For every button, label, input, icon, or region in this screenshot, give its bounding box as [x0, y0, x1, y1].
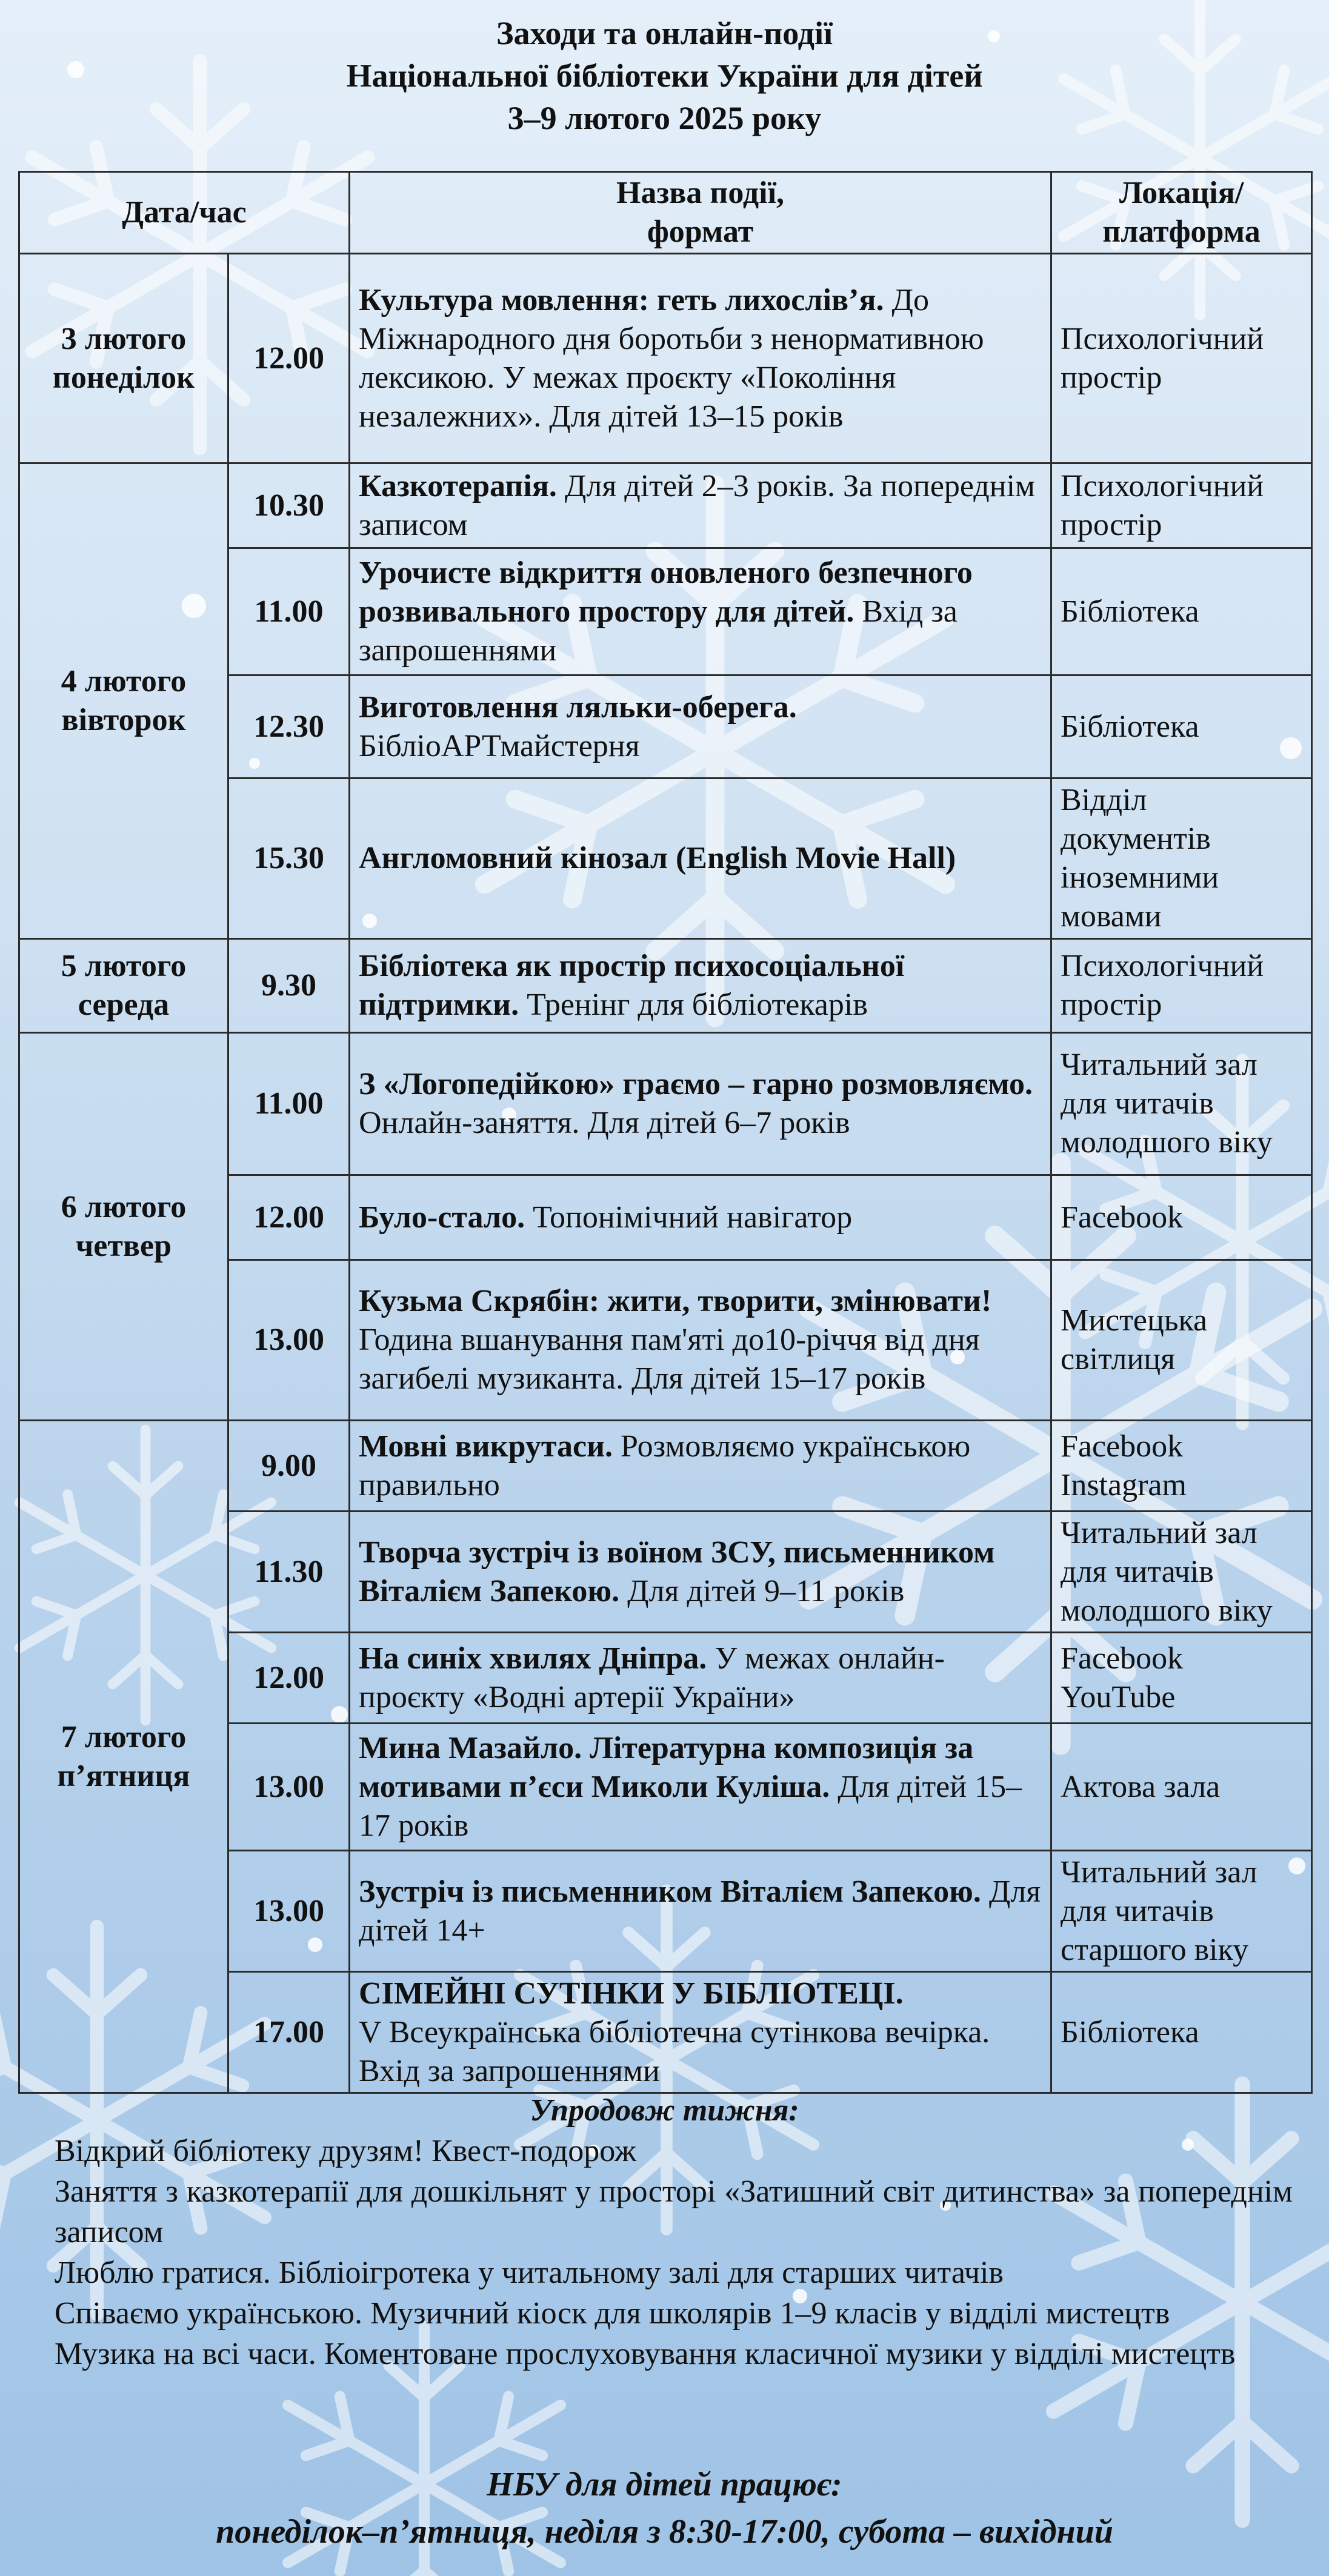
location-cell: Психологічний простір — [1051, 939, 1312, 1033]
table-row — [19, 1033, 1312, 1175]
location-cell: Бібліотека — [1051, 1972, 1312, 2093]
location-cell: Читальний зал для читачів старшого віку — [1051, 1851, 1312, 1972]
location-cell: Бібліотека — [1051, 676, 1312, 778]
title-line-3: 3–9 лютого 2025 року — [507, 100, 822, 136]
table-row — [19, 1421, 1312, 1512]
weekly-activities — [0, 2090, 1329, 2374]
day-cell: 7 лютого п’ятниця — [19, 1421, 228, 2093]
title-line-1: Заходи та онлайн-події — [496, 15, 833, 51]
location-cell: Facebook — [1051, 1175, 1312, 1260]
day-cell: 3 лютого понеділок — [19, 254, 228, 463]
weekly-item: Заняття з казкотерапії для дошкільнят у просторі «Затишний світ дитинства» за попереднім записом — [55, 2174, 1293, 2249]
event-cell: Культура мовлення: геть лихослів’я. До Міжнародного дня боротьби з ненормативною лексикою. У межах проєкту «Покоління незалежних». Для дітей 13–15 років — [350, 254, 1051, 463]
header-location: Локація/ платформа — [1051, 172, 1312, 254]
day-cell: 5 лютого середа — [19, 939, 228, 1033]
weekly-item: Музика на всі часи. Коментоване прослуховування класичної музики у відділі мистецтв — [55, 2337, 1236, 2371]
time-cell: 11.00 — [228, 1033, 350, 1175]
header-event: Назва події, формат — [350, 172, 1051, 254]
location-cell: Актова зала — [1051, 1724, 1312, 1851]
time-cell: 15.30 — [228, 778, 350, 939]
time-cell: 9.00 — [228, 1421, 350, 1512]
event-cell: З «Логопедійкою» граємо – гарно розмовляємо. Онлайн-заняття. Для дітей 6–7 років — [350, 1033, 1051, 1175]
table-header-row — [19, 172, 1312, 254]
weekly-title: Упродовж тижня: — [530, 2093, 799, 2128]
time-cell: 12.00 — [228, 1633, 350, 1724]
time-cell: 9.30 — [228, 939, 350, 1033]
time-cell: 11.30 — [228, 1512, 350, 1633]
table-row — [19, 254, 1312, 463]
day-cell: 4 лютого вівторок — [19, 463, 228, 939]
event-cell: СІМЕЙНІ СУТІНКИ У БІБЛІОТЕЦІ. V Всеукраїнська бібліотечна сутінкова вечірка. Вхід за запрошеннями — [350, 1972, 1051, 2093]
time-cell: 17.00 — [228, 1972, 350, 2093]
time-cell: 12.30 — [228, 676, 350, 778]
location-cell: Психологічний простір — [1051, 463, 1312, 548]
title-line-2: Національної бібліотеки України для дітей — [346, 58, 983, 94]
event-cell: Казкотерапія. Для дітей 2–3 років. За попереднім записом — [350, 463, 1051, 548]
location-cell: Відділ документів іноземними мовами — [1051, 778, 1312, 939]
table-row — [19, 463, 1312, 548]
event-cell: Творча зустріч із воїном ЗСУ, письменником Віталієм Запекою. Для дітей 9–11 років — [350, 1512, 1051, 1633]
opening-hours-schedule: понеділок–п’ятниця, неділя з 8:30-17:00, субота – вихідний — [216, 2513, 1113, 2551]
time-cell: 13.00 — [228, 1260, 350, 1421]
weekly-item: Відкрий бібліотеку друзям! Квест-подорож — [55, 2134, 636, 2168]
time-cell: 13.00 — [228, 1724, 350, 1851]
event-cell: Було-стало. Топонімічний навігатор — [350, 1175, 1051, 1260]
events-table — [18, 171, 1313, 2094]
event-cell: Англомовний кінозал (English Movie Hall) — [350, 778, 1051, 939]
event-cell: Кузьма Скрябін: жити, творити, змінювати! Година вшанування пам'яті до10-річчя від дня загибелі музиканта. Для дітей 15–17 років — [350, 1260, 1051, 1421]
day-cell: 6 лютого четвер — [19, 1033, 228, 1421]
event-cell: Мовні викрутаси. Розмовляємо українською правильно — [350, 1421, 1051, 1512]
header-date-time: Дата/час — [19, 172, 350, 254]
time-cell: 13.00 — [228, 1851, 350, 1972]
time-cell: 10.30 — [228, 463, 350, 548]
event-cell: Урочисте відкриття оновленого безпечного розвивального простору для дітей. Вхід за запрошеннями — [350, 548, 1051, 676]
event-cell: Виготовлення ляльки-оберега. БібліоАРТмайстерня — [350, 676, 1051, 778]
location-cell: Facebook YouTube — [1051, 1633, 1312, 1724]
location-cell: Мистецька світлиця — [1051, 1260, 1312, 1421]
event-cell: На синіх хвилях Дніпра. У межах онлайн-проєкту «Водні артерії України» — [350, 1633, 1051, 1724]
event-cell: Бібліотека як простір психосоціальної підтримки. Тренінг для бібліотекарів — [350, 939, 1051, 1033]
location-cell: Психологічний простір — [1051, 254, 1312, 463]
event-cell: Мина Мазайло. Літературна композиція за мотивами п’єси Миколи Куліша. Для дітей 15–17 років — [350, 1724, 1051, 1851]
opening-hours — [0, 2461, 1329, 2555]
location-cell: Бібліотека — [1051, 548, 1312, 676]
location-cell: Facebook Instagram — [1051, 1421, 1312, 1512]
weekly-item: Люблю гратися. Бібліоігротека у читальному залі для старших читачів — [55, 2256, 1004, 2290]
location-cell: Читальний зал для читачів молодшого віку — [1051, 1033, 1312, 1175]
opening-hours-title: НБУ для дітей працює: — [487, 2466, 842, 2503]
table-row — [19, 939, 1312, 1033]
time-cell: 12.00 — [228, 1175, 350, 1260]
weekly-item: Співаємо українською. Музичний кіоск для школярів 1–9 класів у відділі мистецтв — [55, 2296, 1170, 2331]
time-cell: 11.00 — [228, 548, 350, 676]
location-cell: Читальний зал для читачів молодшого віку — [1051, 1512, 1312, 1633]
page-title — [0, 12, 1329, 139]
event-cell: Зустріч із письменником Віталієм Запекою. Для дітей 14+ — [350, 1851, 1051, 1972]
time-cell: 12.00 — [228, 254, 350, 463]
